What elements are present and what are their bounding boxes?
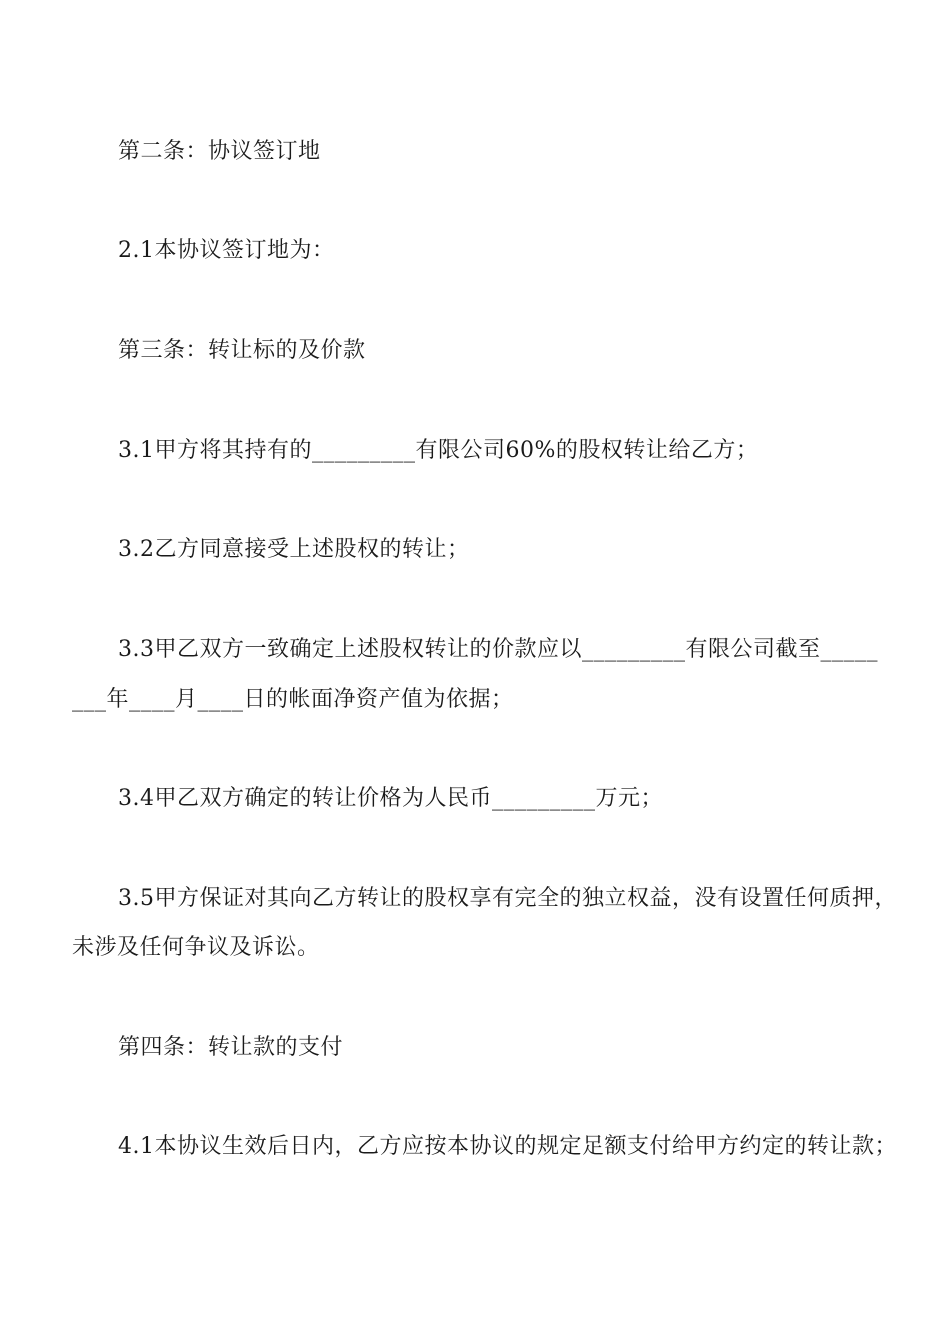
clause-3-5-line-2: 未涉及任何争议及诉讼。 (72, 935, 320, 960)
article-4-heading: 第四条：转让款的支付 (118, 1035, 344, 1060)
clause-4-1: 4.1本协议生效后日内，乙方应按本协议的规定足额支付给甲方约定的转让款； (118, 1134, 897, 1159)
article-2-heading: 第二条：协议签订地 (118, 139, 321, 164)
clause-3-2: 3.2乙方同意接受上述股权的转让； (118, 537, 470, 562)
article-3-heading: 第三条：转让标的及价款 (118, 338, 366, 363)
document-page (72, 0, 897, 1344)
clause-3-5-line-1: 3.5甲方保证对其向乙方转让的股权享有完全的独立权益，没有设置任何质押， (118, 886, 897, 911)
clause-3-3-line-1: 3.3甲乙双方一致确定上述股权转让的价款应以_________有限公司截至_____ (118, 637, 878, 662)
clause-3-4: 3.4甲乙双方确定的转让价格为人民币_________万元； (118, 786, 663, 811)
clause-3-3-line-2: ___年____月____日的帐面净资产值为依据； (72, 687, 514, 712)
clause-2-1: 2.1本协议签订地为： (118, 238, 335, 263)
clause-3-1: 3.1甲方将其持有的_________有限公司60%的股权转让给乙方； (118, 438, 759, 463)
